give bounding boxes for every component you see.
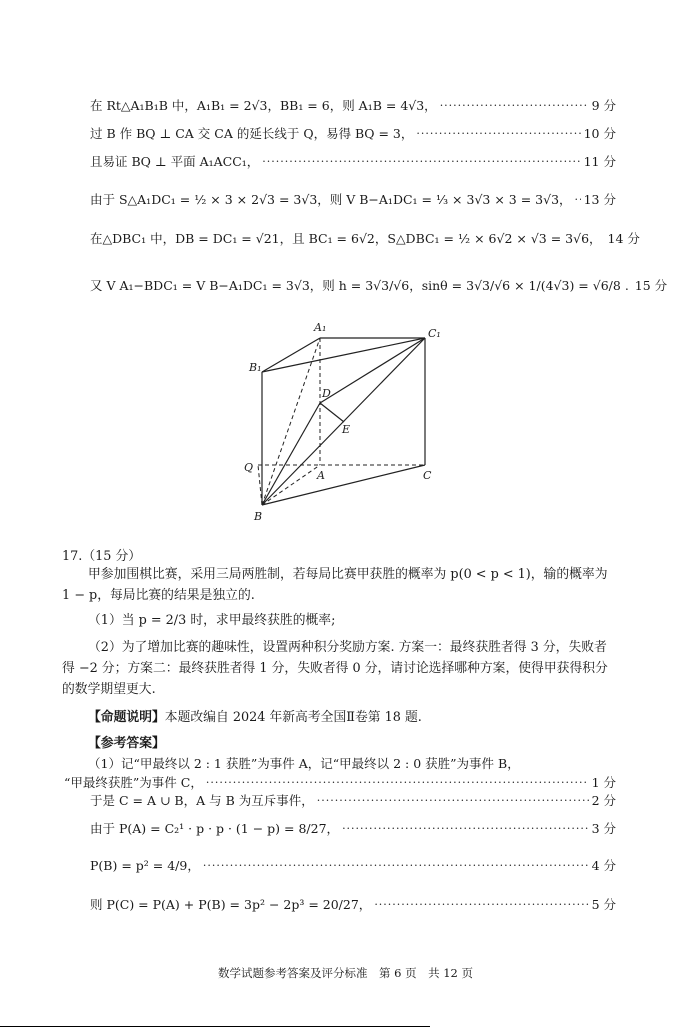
step-score: 2 分	[591, 793, 616, 808]
label-e: E	[342, 423, 351, 436]
step-score: 10 分	[583, 126, 616, 141]
edge-b-c	[262, 465, 425, 505]
solution-step-4	[90, 192, 616, 208]
dot-leader	[416, 126, 580, 142]
answer-step-5	[90, 897, 616, 913]
bottom-rule	[0, 1026, 430, 1027]
dot-leader	[203, 858, 589, 874]
step-score: 15 分	[634, 278, 668, 293]
segment-b-a	[262, 465, 320, 505]
label-a: A	[317, 469, 325, 482]
label-q: Q	[244, 461, 254, 474]
note-line	[62, 707, 619, 729]
solution-step-5	[90, 231, 640, 247]
step-text: 在△DBC₁ 中，DB = DC₁ = √21，且 BC₁ = 6√2，S△DBC₁ = ½ × 6√2 × √3 = 3√6，	[90, 231, 602, 246]
segment-b-a1	[262, 338, 320, 505]
step-score: 14 分	[607, 231, 640, 246]
step-score: 1 分	[591, 775, 616, 790]
solution-step-3	[90, 154, 616, 170]
answer-step-4	[90, 858, 616, 874]
dot-leader	[440, 98, 589, 114]
dot-leader	[342, 821, 589, 837]
dot-leader	[206, 775, 589, 791]
problem-17-part-2: （2）为了增加比赛的趣味性，设置两种积分奖励方案. 方案一：最终获胜者得 3 分，失败者得 −2 分；方案二：最终获胜者得 1 分，失败者得 0 分，请讨论选择哪种方案，使得甲获得积分的数学期望更大.	[62, 640, 608, 697]
problem-17-header: 17.（15 分）	[62, 549, 142, 564]
step-score: 11 分	[583, 154, 616, 169]
page-footer: 数学试题参考答案及评分标准 第 6 页 共 12 页	[217, 966, 474, 980]
answer-label: 【参考答案】	[88, 736, 165, 751]
note-text: 本题改编自 2024 年新高考全国Ⅱ卷第 18 题.	[164, 710, 422, 725]
segment-b-q	[258, 465, 262, 505]
step-text: 在 Rt△A₁B₁B 中，A₁B₁ = 2√3，BB₁ = 6，则 A₁B = 4√3，	[90, 98, 437, 113]
segment-b-d	[262, 403, 320, 505]
solution-step-2	[90, 126, 616, 142]
answer-line-1: （1）记“甲最终以 2 : 1 获胜”为事件 A，记“甲最终以 2 : 0 获胜”为事件 B，	[88, 756, 520, 771]
step-text: “甲最终获胜”为事件 C，	[64, 775, 203, 790]
label-c1: C₁	[428, 327, 441, 340]
step-text: 过 B 作 BQ ⊥ CA 交 CA 的延长线于 Q，易得 BQ = 3，	[90, 126, 414, 141]
step-text: 且易证 BQ ⊥ 平面 A₁ACC₁，	[90, 154, 260, 169]
step-text: 则 P(C) = P(A) + P(B) = 3p² − 2p³ = 20/27，	[90, 897, 372, 912]
note-label: 【命题说明】	[88, 710, 165, 725]
label-c: C	[423, 469, 432, 482]
dot-leader	[317, 793, 589, 809]
segment-d-e	[320, 403, 344, 422]
label-b1: B₁	[249, 361, 262, 374]
step-text: 由于 S△A₁DC₁ = ½ × 3 × 2√3 = 3√3，则 V B−A₁DC₁ = ⅓ × 3√3 × 3 = 3√3，	[90, 192, 572, 207]
dot-leader	[575, 192, 581, 208]
dot-leader	[374, 897, 588, 913]
step-text: 于是 C = A ∪ B，A 与 B 为互斥事件，	[90, 793, 314, 808]
label-b: B	[254, 510, 263, 523]
label-d: D	[322, 387, 331, 400]
label-a1: A₁	[314, 321, 327, 334]
answer-step-3	[90, 821, 616, 837]
step-score: 4 分	[591, 858, 616, 873]
step-text: 由于 P(A) = C₂¹ · p · p · (1 − p) = 8/27，	[90, 821, 340, 836]
step-text: 又 V A₁−BDC₁ = V B−A₁DC₁ = 3√3，则 h = 3√3/√6，sinθ = 3√3/√6 × 1/(4√3) = √6/8 .	[90, 278, 629, 293]
step-score: 5 分	[591, 897, 616, 912]
step-score: 9 分	[591, 98, 616, 113]
step-text: P(B) = p² = 4/9，	[90, 858, 200, 873]
problem-17-intro: 甲参加围棋比赛，采用三局两胜制，若每局比赛甲获胜的概率为 p(0 < p < 1)，输的概率为 1 − p，每局比赛的结果是独立的.	[62, 567, 608, 603]
segment-d-c1	[320, 338, 425, 403]
problem-17-part-1: （1）当 p = 2/3 时，求甲最终获胜的概率;	[88, 613, 336, 628]
solution-step-6	[90, 278, 668, 294]
segment-b-c1	[262, 338, 425, 505]
answer-step-1	[64, 775, 616, 791]
edge-b1-c1	[262, 338, 425, 372]
solution-step-1	[90, 98, 616, 114]
edge-b1-a1	[262, 338, 320, 372]
answer-step-2	[90, 793, 616, 809]
dot-leader	[262, 154, 580, 170]
step-score: 13 分	[583, 192, 616, 207]
step-score: 3 分	[591, 821, 616, 836]
